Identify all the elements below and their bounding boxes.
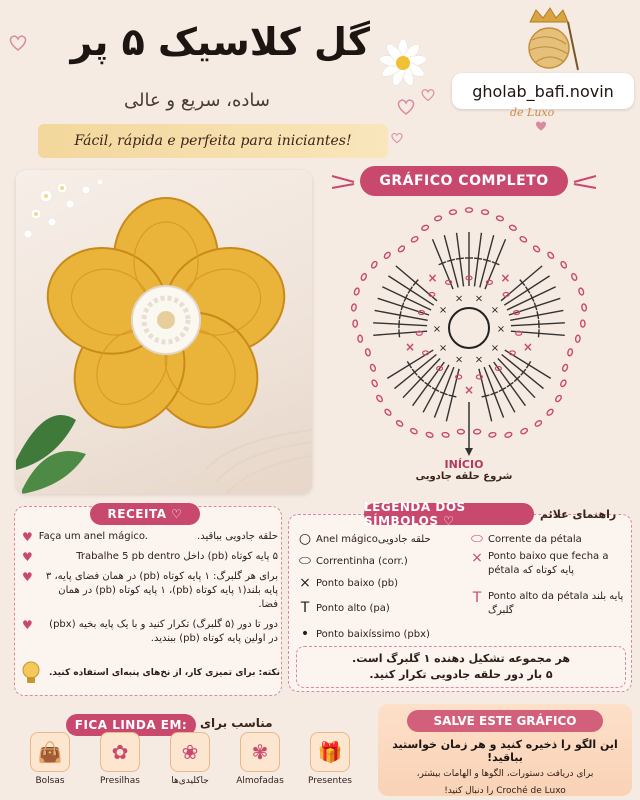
petal-chain-mark <box>489 432 497 438</box>
heart-icon <box>420 88 436 102</box>
legend-note-line: هر مجموعه تشکیل دهنده ۱ گلبرگ است. <box>352 652 570 665</box>
legend-item <box>294 594 464 622</box>
heart-bullet-icon: ♥ <box>22 550 33 564</box>
legend-item-label: Corrente da pétala <box>488 533 582 545</box>
legend-note <box>296 646 626 688</box>
double-crochet-stem <box>444 235 458 287</box>
heart-icon <box>390 132 404 144</box>
petal-chain-mark <box>575 335 580 342</box>
hair-clip-icon: ✿ <box>100 732 140 772</box>
tip-text: نکته: برای تمیزی کار، از نخ‌های پنبه‌ای استفاده کنید. <box>49 668 280 678</box>
use-item-bolsas <box>20 730 80 786</box>
petal-chain-mark <box>351 304 357 312</box>
save-label: SALVE ESTE GRÁFICO <box>407 710 603 732</box>
uses-label: FICA LINDA EM: <box>66 714 196 736</box>
petal-close-mark: × <box>463 383 475 397</box>
legend-item <box>466 528 628 550</box>
petal-chain-mark <box>383 251 391 259</box>
step-text-fa: دور تا دور (۵ گلبرگ) تکرار کنید و با یک پایه بخیه (pbx) در اولین پایه کوتاه (pb) ببندید. <box>49 619 278 644</box>
petal-chain-mark <box>365 348 371 356</box>
tagline-text: Fácil, rápida e perfeita para iniciantes! <box>74 133 352 149</box>
slip-stitch-icon: • <box>300 626 310 642</box>
single-crochet-mark: × <box>432 324 442 335</box>
legend-item <box>294 550 464 572</box>
single-crochet-mark: × <box>474 293 484 305</box>
stitch-crossbar <box>399 329 400 337</box>
petal-chain-mark <box>411 236 419 243</box>
use-item-presilhas <box>90 730 150 786</box>
crochet-chart <box>326 196 612 458</box>
tagline-banner <box>38 124 388 158</box>
double-crochet-stem <box>494 362 526 406</box>
single-crochet-mark: × <box>454 293 464 305</box>
single-crochet-mark: × <box>474 354 484 366</box>
save-line: Croché de Luxo را دنبال کنید! <box>444 786 566 796</box>
petal-chain-mark <box>397 245 405 253</box>
petal-chain-mark <box>571 273 578 281</box>
petal-chain-mark <box>426 432 434 439</box>
single-crochet-mark: × <box>490 342 500 354</box>
petal-chain-mark <box>354 288 360 296</box>
petal-chain-mark <box>562 364 569 372</box>
double-crochet-icon: T <box>300 600 310 616</box>
single-crochet-mark: × <box>496 324 506 335</box>
use-item-keychains <box>160 730 220 786</box>
save-line: برای دریافت دستورات، الگوها و الهامات بیشتر، <box>416 769 594 779</box>
use-item-label: جاکلیدی‌ها <box>171 776 209 786</box>
brand-subtitle: de Luxo <box>510 106 555 119</box>
petal-chain-mark <box>473 429 480 434</box>
petal-chain-mark <box>376 394 384 402</box>
petal-chain-icon: ⬭ <box>471 531 483 547</box>
stitch-crossbar <box>526 361 530 368</box>
magic-ring-icon: ○ <box>298 531 312 547</box>
heart-bullet-icon: ♥ <box>22 618 33 632</box>
legend-item <box>466 550 628 590</box>
petal-chain-mark <box>547 251 555 259</box>
double-crochet-stem <box>480 235 494 287</box>
legend-note-line: ۵ بار دور حلقه جادویی تکرار کنید. <box>369 668 553 681</box>
petal-chain-mark <box>360 273 367 281</box>
heart-bullet-icon: ♥ <box>22 570 33 584</box>
petal-chain-mark <box>410 428 418 435</box>
petal-chain-mark <box>520 428 528 435</box>
keychain-icon: ❀ <box>170 732 210 772</box>
stitch-crossbar <box>526 287 530 294</box>
double-crochet-stem <box>413 362 445 406</box>
legend-label-fa: راهنمای علائم <box>540 508 617 521</box>
chain-icon: ⬭ <box>299 553 311 569</box>
grafico-completo-label: GRÁFICO COMPLETO <box>360 166 568 196</box>
use-item-almofadas <box>230 730 290 786</box>
single-crochet-mark: × <box>490 305 500 317</box>
petal-chain-mark <box>496 215 504 221</box>
petal-chain-mark <box>534 420 542 428</box>
legend-item <box>294 572 464 594</box>
stitch-crossbar <box>474 258 482 259</box>
petal-chain-mark <box>560 261 568 269</box>
petal-close-mark: × <box>427 270 438 285</box>
lightbulb-icon <box>20 660 42 688</box>
petal-close-mark: × <box>522 340 533 355</box>
heart-icon <box>8 34 28 52</box>
use-item-presentes <box>300 730 360 786</box>
stitch-crossbar <box>537 311 538 319</box>
step-text-fa: برای هر گلبرگ: ۱ پایه کوتاه (pb) در همان فضای پایه، ۳ پایه بلند(۱ پایه کوتاه (pb)، ۱ پایه کوتاه (pb) در همان فضا. <box>45 571 278 610</box>
petal-chain-mark <box>567 348 573 356</box>
stitch-crossbar <box>407 361 411 368</box>
petal-close-mark <box>500 271 510 285</box>
chain-mark <box>416 331 422 335</box>
double-crochet-stem <box>505 350 551 378</box>
legend-item <box>466 590 628 626</box>
single-crochet-mark: × <box>438 305 448 317</box>
pillow-icon: ✾ <box>240 732 280 772</box>
brand-logo <box>510 4 580 76</box>
petal-chain-mark <box>555 394 563 402</box>
decorative-lines-left <box>330 172 356 192</box>
petal-chain-mark <box>449 210 457 215</box>
legend-item <box>294 622 464 646</box>
legend-item-label: Correntinha (corr.) <box>316 555 408 567</box>
double-crochet-stem <box>502 354 544 388</box>
petal-chain-mark <box>457 429 464 434</box>
daisy-icon <box>376 36 430 90</box>
stitch-crossbar <box>408 287 412 294</box>
single-crochet-mark: × <box>454 354 464 366</box>
heart-icon <box>396 98 416 116</box>
stitch-crossbar <box>456 258 464 259</box>
petal-double-crochet-icon: T <box>472 590 482 606</box>
gift-icon: 🎁 <box>310 732 350 772</box>
uses-label-fa: مناسب برای <box>200 716 273 730</box>
petal-chain-mark <box>580 320 585 327</box>
single-crochet-icon: × <box>299 575 311 591</box>
legend-item-label: Ponto baixo que fecha a pétala پایه کوتاه که <box>488 551 609 576</box>
use-item-label: Almofadas <box>236 776 284 786</box>
legend-item <box>294 528 464 550</box>
step-text-fa: ۵ پایه کوتاه (pb) داخل Trabalhe 5 pb dentro <box>76 551 278 562</box>
step-text-fa: حلقه جادویی بباقید. <box>197 531 278 542</box>
petal-chain-mark <box>532 245 540 253</box>
petal-chain-mark <box>581 304 587 312</box>
flower-photo <box>16 170 312 494</box>
double-crochet-stem <box>479 369 492 421</box>
double-crochet-stem <box>373 323 427 326</box>
legend-label: LEGENDA DOS SÍMBOLOS ♡ <box>364 503 534 525</box>
legend-item-label: Ponto baixíssimo (pbx) <box>316 628 430 640</box>
petal-close-mark: × <box>500 270 511 285</box>
petal-chain-mark <box>358 335 363 342</box>
single-crochet-mark: × <box>438 342 448 354</box>
save-line: این الگو را ذخیره کنید و هر زمان خواستید بباقید! <box>392 738 618 764</box>
legend-item-label: Anel mágicoحلقه جادویی <box>316 533 431 545</box>
legend-item-label: Ponto alto da pétala پایه بلند گلبرگ <box>488 591 624 616</box>
petal-chain-mark <box>371 261 379 269</box>
list-item <box>22 570 278 612</box>
petal-chain-mark <box>509 224 517 231</box>
stitch-crossbar <box>483 259 491 261</box>
stitch-crossbar <box>449 395 457 397</box>
petal-chain-mark <box>519 236 527 243</box>
legend-right-column <box>466 528 628 626</box>
chain-mark <box>516 331 522 335</box>
legend-left-column <box>294 528 464 646</box>
petal-chain-mark <box>504 432 512 439</box>
heart-icon <box>534 120 548 132</box>
petal-chain-mark <box>434 215 442 221</box>
stitch-crossbar <box>425 382 431 387</box>
bag-icon: 👜 <box>30 732 70 772</box>
receita-label: RECEITA ♡ <box>90 503 200 525</box>
double-crochet-stem <box>446 369 459 421</box>
stitch-crossbar <box>399 311 400 319</box>
instagram-handle[interactable]: gholab_bafi.novin <box>452 73 634 109</box>
petal-chain-mark <box>371 379 378 387</box>
petal-chain-mark <box>560 379 567 387</box>
start-arrow-head <box>465 448 473 456</box>
use-item-label: Presilhas <box>100 776 140 786</box>
petal-chain-mark <box>466 208 473 212</box>
petal-chain-mark <box>481 210 489 215</box>
petal-chain-mark <box>384 408 392 416</box>
start-marker <box>406 458 522 482</box>
start-label: INÍCIO <box>444 458 484 471</box>
double-crochet-stem <box>395 354 437 388</box>
petal-chain-mark <box>396 420 404 428</box>
crochet-flower-illustration <box>16 170 312 494</box>
heart-bullet-icon: ♥ <box>22 530 33 544</box>
start-label-fa: شروع حلقه جادویی <box>415 471 513 482</box>
list-item <box>22 530 278 544</box>
stitch-crossbar <box>447 259 455 261</box>
page-subtitle: ساده، سریع و عالی <box>124 90 270 111</box>
stitch-crossbar <box>507 382 513 387</box>
save-panel <box>378 704 632 796</box>
stitch-crossbar <box>482 395 490 397</box>
page-title: گل کلاسیک ۵ پر <box>70 20 370 64</box>
double-crochet-stem <box>511 323 565 326</box>
stitch-crossbar <box>538 329 539 337</box>
magic-ring <box>449 308 489 348</box>
decorative-lines-right <box>572 172 598 192</box>
petal-close-icon: × <box>471 550 483 566</box>
petal-chain-mark <box>578 288 584 296</box>
legend-item-label: Ponto alto (pa) <box>316 602 390 614</box>
petal-chain-mark <box>370 364 377 372</box>
petal-chain-mark <box>353 320 358 327</box>
petal-chain-mark <box>442 432 450 438</box>
list-item <box>22 618 278 646</box>
petal-chain-mark <box>546 408 554 416</box>
uses-list <box>14 730 366 796</box>
step-text: Faça um anel mágico. <box>38 531 148 542</box>
petal-chain-mark <box>421 224 429 231</box>
use-item-label: Bolsas <box>35 776 65 786</box>
use-item-label: Presentes <box>308 776 352 786</box>
double-crochet-stem <box>387 350 433 378</box>
legend-item-label: Ponto baixo (pb) <box>316 577 399 589</box>
receita-steps <box>22 530 278 646</box>
list-item <box>22 550 278 564</box>
